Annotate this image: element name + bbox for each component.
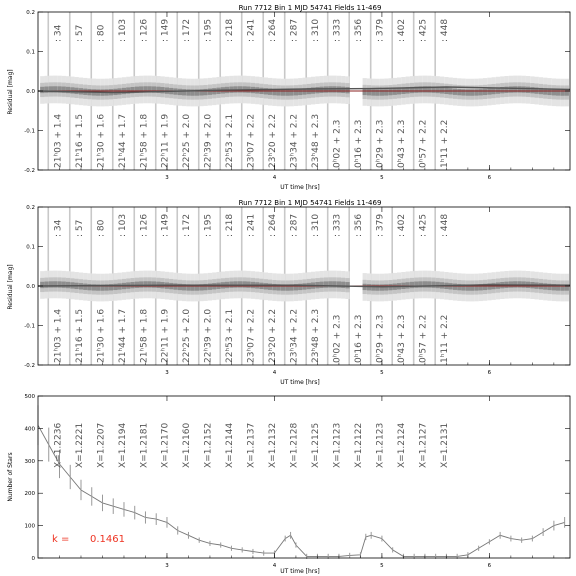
field-number-label: : 80 [96, 219, 107, 237]
airmass-label: X=1.2194 [117, 422, 128, 468]
x-tick-label: 3 [165, 175, 169, 181]
y-tick-label: 0.0 [26, 89, 35, 95]
residual-density-core [40, 87, 44, 93]
field-number-label: : 356 [354, 18, 365, 42]
residual-density-core [341, 87, 345, 93]
residual-density-core [40, 282, 44, 288]
field-number-label: : 126 [139, 18, 150, 42]
residual-density-core [281, 89, 285, 95]
field-coordinate-label: 22ʰ25 + 2.0 [182, 113, 193, 168]
panel-3 [7, 394, 570, 575]
residual-density-core [380, 89, 384, 95]
residual-density-core [44, 282, 48, 288]
field-number-label: : 172 [182, 213, 193, 237]
residual-density-core [178, 89, 182, 95]
airmass-label: X=1.2123 [332, 422, 343, 468]
x-tick-label: 6 [487, 370, 492, 376]
y-tick-label: 0.2 [26, 10, 35, 16]
panel-1-plot-area [38, 12, 570, 170]
residual-density-core [522, 86, 526, 92]
field-number-label: : 34 [53, 219, 64, 237]
airmass-label: X=1.2152 [203, 422, 214, 468]
residual-density-core [161, 87, 165, 93]
airmass-label: X=1.2132 [268, 422, 279, 468]
residual-density-core [139, 281, 143, 287]
field-coordinate-label: 22ʰ53 + 2.1 [225, 113, 236, 168]
field-coordinate-label: 22ʰ11 + 1.9 [160, 308, 171, 363]
residual-density-core [328, 281, 332, 287]
residual-density-core [431, 282, 435, 288]
field-coordinate-label: 23ʰ34 + 2.2 [289, 113, 300, 168]
residual-density-core [393, 89, 397, 95]
k-annotation-label: k = [52, 534, 70, 545]
field-number-label: : 333 [332, 213, 343, 237]
field-coordinate-label: 1ʰ11 + 2.2 [440, 119, 451, 168]
y-tick-label: 500 [24, 394, 35, 400]
airmass-label: X=1.2236 [53, 422, 64, 468]
y-tick-label: 400 [24, 426, 35, 433]
field-number-label: : 448 [440, 213, 451, 237]
residual-density-core [345, 87, 349, 93]
residual-density-core [466, 89, 470, 95]
x-tick-label: 5 [380, 175, 384, 181]
field-coordinate-label: 0ʰ57 + 2.2 [418, 119, 429, 168]
field-number-label: : 310 [311, 18, 322, 42]
residual-density-core [277, 89, 281, 95]
residual-density-core [487, 88, 491, 94]
residual-density-core [173, 283, 177, 289]
residual-density-core [453, 284, 457, 290]
field-number-label: : 218 [225, 213, 236, 237]
k-annotation-value: 0.1461 [90, 534, 125, 545]
y-tick-label: 200 [24, 491, 35, 498]
residual-density-core [367, 89, 371, 95]
field-coordinate-label: 21ʰ58 + 1.8 [139, 113, 150, 168]
field-number-label: : 241 [246, 213, 257, 237]
field-number-label: : 103 [117, 18, 128, 42]
residual-density-core [242, 281, 246, 287]
residual-density-core [53, 281, 57, 287]
y-tick-label: 0 [31, 556, 35, 562]
residual-density-core [479, 89, 483, 95]
field-coordinate-label: 21ʰ58 + 1.8 [139, 308, 150, 363]
x-tick-label: 5 [380, 370, 384, 376]
y-tick-label: 100 [24, 523, 35, 530]
y-tick-label: -0.1 [24, 323, 35, 330]
y-tick-label: 0.0 [26, 284, 35, 290]
y-tick-label: 0.1 [26, 49, 35, 56]
airmass-label: X=1.2127 [418, 422, 429, 468]
residual-density-core [182, 89, 186, 95]
residual-density-core [565, 89, 569, 95]
airmass-label: X=1.2122 [354, 422, 365, 468]
field-coordinate-label: 22ʰ11 + 1.9 [160, 113, 171, 168]
residual-density-core [543, 283, 547, 289]
x-tick-label: 4 [272, 175, 277, 181]
airmass-label: X=1.2125 [311, 422, 322, 468]
field-coordinate-label: 21ʰ03 + 1.4 [53, 113, 64, 168]
residual-density-core [87, 284, 91, 290]
field-number-label: : 218 [225, 18, 236, 42]
panel-1-title: Run 7712 Bin 1 MJD 54741 Fields 11-469 [238, 4, 382, 12]
residual-density-core [143, 281, 147, 287]
x-tick-label: 5 [380, 563, 384, 569]
panel-1-ylabel: Residual [mag] [7, 69, 14, 115]
panel-1 [7, 4, 570, 191]
field-number-label: : 57 [74, 24, 85, 42]
panel-3-x-ticks [59, 396, 553, 569]
x-tick-label: 3 [165, 370, 169, 376]
field-number-label: : 149 [160, 18, 171, 42]
y-tick-label: 0.1 [26, 244, 35, 251]
field-coordinate-label: 21ʰ16 + 1.5 [74, 308, 85, 363]
field-number-label: : 425 [418, 18, 429, 42]
airmass-label: X=1.2124 [397, 422, 408, 468]
residual-density-core [118, 88, 122, 94]
residual-density-core [509, 86, 513, 92]
residual-density-core [320, 282, 324, 288]
residual-density-core [208, 89, 212, 95]
field-number-label: : 379 [375, 213, 386, 237]
y-tick-label: -0.1 [24, 128, 35, 135]
x-tick-label: 6 [487, 563, 492, 569]
field-coordinate-label: 0ʰ57 + 2.2 [418, 314, 429, 363]
residual-density-core [238, 281, 242, 287]
residual-density-core [453, 89, 457, 95]
residual-density-core [436, 282, 440, 288]
panel-2-ylabel: Residual [mag] [7, 264, 14, 310]
residual-density-core [375, 89, 379, 95]
residual-density-core [517, 86, 521, 92]
field-coordinate-label: 23ʰ20 + 2.2 [268, 113, 279, 168]
airmass-label: X=1.2181 [139, 422, 150, 468]
field-coordinate-label: 23ʰ20 + 2.2 [268, 308, 279, 363]
airmass-label: X=1.2131 [440, 422, 451, 468]
field-number-label: : 126 [139, 213, 150, 237]
field-coordinate-label: 22ʰ25 + 2.0 [182, 308, 193, 363]
x-tick-label: 4 [272, 370, 277, 376]
field-coordinate-label: 23ʰ07 + 2.2 [246, 113, 257, 168]
airmass-label: X=1.2221 [74, 422, 85, 468]
field-coordinate-label: 0ʰ02 + 2.3 [332, 119, 343, 168]
residual-density-core [294, 89, 298, 95]
residual-density-core [118, 283, 122, 289]
residual-density-core [474, 89, 478, 95]
y-tick-label: -0.2 [24, 363, 35, 369]
field-coordinate-label: 21ʰ44 + 1.7 [117, 113, 128, 168]
field-coordinate-label: 23ʰ48 + 2.3 [311, 308, 322, 363]
field-coordinate-label: 21ʰ30 + 1.6 [96, 308, 107, 363]
residual-density-core [57, 281, 61, 287]
field-coordinate-label: 0ʰ02 + 2.3 [332, 314, 343, 363]
panel-2-plot-area [38, 207, 570, 365]
x-tick-label: 4 [272, 563, 277, 569]
field-number-label: : 241 [246, 18, 257, 42]
residual-density-core [341, 282, 345, 288]
field-coordinate-label: 21ʰ03 + 1.4 [53, 308, 64, 363]
field-number-label: : 402 [397, 213, 408, 237]
field-coordinate-label: 0ʰ29 + 2.3 [375, 314, 386, 363]
field-number-label: : 172 [182, 18, 193, 42]
panel-3-xlabel: UT time [hrs] [280, 568, 320, 575]
airmass-label: X=1.2137 [246, 422, 257, 468]
field-number-label: : 287 [289, 213, 300, 237]
field-number-label: : 287 [289, 18, 300, 42]
residual-density-core [113, 284, 117, 290]
airmass-label: X=1.2170 [160, 422, 171, 468]
field-coordinate-label: 22ʰ39 + 2.0 [203, 308, 214, 363]
residual-density-core [66, 282, 70, 288]
field-coordinate-label: 23ʰ07 + 2.2 [246, 308, 257, 363]
field-number-label: : 103 [117, 213, 128, 237]
panel-2-title: Run 7712 Bin 1 MJD 54741 Fields 11-469 [238, 199, 382, 207]
field-coordinate-label: 22ʰ53 + 2.1 [225, 308, 236, 363]
field-coordinate-label: 0ʰ29 + 2.3 [375, 119, 386, 168]
field-coordinate-label: 22ʰ39 + 2.0 [203, 113, 214, 168]
residual-density-core [332, 281, 336, 287]
field-number-label: : 34 [53, 24, 64, 42]
field-coordinate-label: 0ʰ43 + 2.3 [397, 119, 408, 168]
field-number-label: : 356 [354, 213, 365, 237]
residual-density-core [427, 281, 431, 287]
residual-density-core [552, 89, 556, 95]
residual-density-core [49, 281, 53, 287]
residual-density-core [483, 89, 487, 95]
airmass-label: X=1.2128 [289, 422, 300, 468]
field-number-label: : 448 [440, 18, 451, 42]
residual-density-core [345, 282, 349, 288]
residual-density-core [315, 87, 319, 93]
field-coordinate-label: 0ʰ16 + 2.3 [354, 314, 365, 363]
residual-density-core [560, 89, 564, 95]
residual-density-core [461, 89, 465, 95]
field-coordinate-label: 1ʰ11 + 2.2 [440, 314, 451, 363]
field-number-label: : 264 [268, 18, 279, 42]
residual-density-core [289, 89, 293, 95]
airmass-label: X=1.2123 [375, 422, 386, 468]
field-coordinate-label: 21ʰ44 + 1.7 [117, 308, 128, 363]
x-tick-label: 6 [487, 175, 492, 181]
residual-density-core [526, 87, 530, 93]
field-number-label: : 379 [375, 18, 386, 42]
residual-density-core [513, 86, 517, 92]
residual-density-core [302, 283, 306, 289]
residual-density-core [337, 281, 341, 287]
x-tick-label: 3 [165, 563, 169, 569]
residual-density-core [285, 89, 289, 95]
residual-density-core [320, 87, 324, 93]
field-number-label: : 80 [96, 24, 107, 42]
field-coordinate-label: 0ʰ16 + 2.3 [354, 119, 365, 168]
residual-density-core [410, 282, 414, 288]
y-tick-label: 0.2 [26, 205, 35, 211]
residual-density-core [388, 89, 392, 95]
residual-density-core [457, 89, 461, 95]
field-coordinate-label: 23ʰ48 + 2.3 [311, 113, 322, 168]
residual-density-core [414, 282, 418, 288]
residual-density-core [371, 284, 375, 290]
residual-density-core [208, 284, 212, 290]
y-tick-label: 300 [24, 458, 35, 465]
field-number-label: : 195 [203, 18, 214, 42]
airmass-label: X=1.2207 [96, 422, 107, 468]
panel-2 [7, 199, 570, 386]
residual-density-core [371, 89, 375, 95]
field-number-label: : 195 [203, 213, 214, 237]
airmass-label: X=1.2160 [182, 422, 193, 468]
residual-density-core [83, 284, 87, 290]
field-number-label: : 57 [74, 219, 85, 237]
field-number-label: : 333 [332, 18, 343, 42]
panel-1-xlabel: UT time [hrs] [280, 184, 320, 191]
field-number-label: : 402 [397, 18, 408, 42]
residual-density-core [234, 281, 238, 287]
residual-density-core [470, 89, 474, 95]
residual-density-core [337, 86, 341, 92]
residual-density-core [363, 89, 367, 95]
residual-density-core [70, 87, 74, 93]
residual-density-core [324, 281, 328, 287]
field-number-label: : 425 [418, 213, 429, 237]
field-number-label: : 310 [311, 213, 322, 237]
y-tick-label: -0.2 [24, 168, 35, 174]
field-coordinate-label: 23ʰ34 + 2.2 [289, 308, 300, 363]
residual-density-core [62, 282, 66, 288]
residual-density-core [384, 89, 388, 95]
residual-density-core [380, 284, 384, 290]
airmass-label: X=1.2144 [225, 422, 236, 468]
residual-density-core [148, 281, 152, 287]
field-number-label: : 264 [268, 213, 279, 237]
field-coordinate-label: 21ʰ30 + 1.6 [96, 113, 107, 168]
panel-2-xlabel: UT time [hrs] [280, 379, 320, 386]
field-coordinate-label: 0ʰ43 + 2.3 [397, 314, 408, 363]
field-number-label: : 149 [160, 213, 171, 237]
residual-density-core [440, 87, 444, 93]
residual-density-core [375, 284, 379, 290]
field-coordinate-label: 21ʰ16 + 1.5 [74, 113, 85, 168]
panel-3-ylabel: Number of Stars [7, 452, 14, 502]
residual-density-core [556, 89, 560, 95]
residual-density-core [406, 282, 410, 288]
